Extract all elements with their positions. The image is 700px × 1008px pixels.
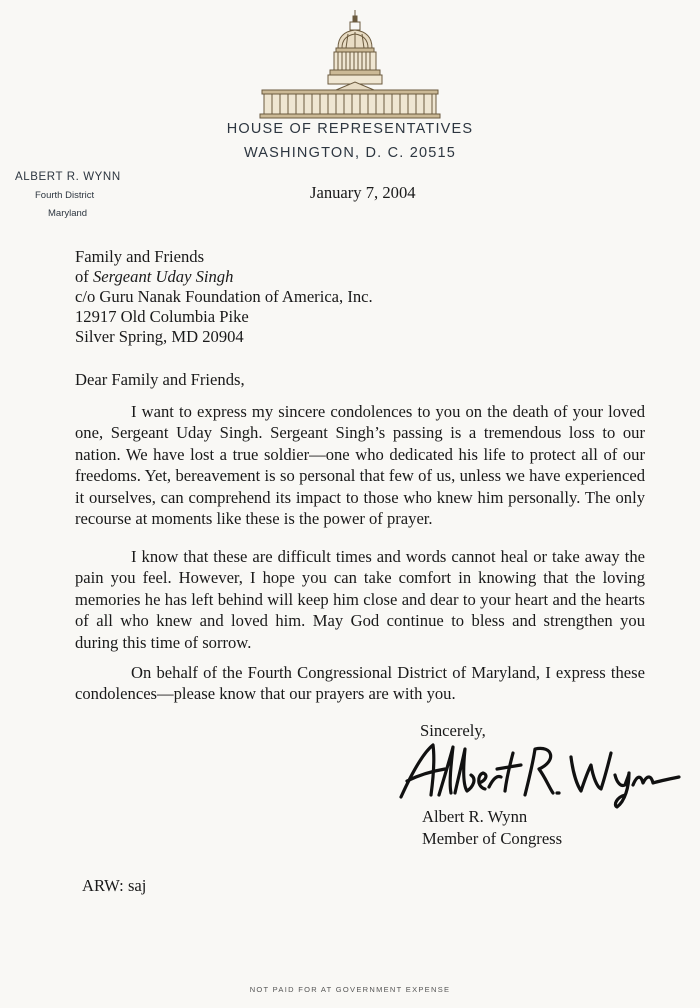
letterhead-member-district: Fourth District <box>35 190 95 201</box>
recipient-line: Silver Spring, MD 20904 <box>75 327 244 346</box>
signer-name: Albert R. Wynn <box>422 807 528 826</box>
recipient-honoree-name: Sergeant Uday Singh <box>92 267 234 286</box>
recipient-line: c/o Guru Nanak Foundation of America, Inc. <box>75 287 373 306</box>
letter-date: January 7, 2004 <box>310 183 416 202</box>
closing: Sincerely, <box>420 721 486 740</box>
recipient-line <box>75 267 233 287</box>
footer-disclaimer: NOT PAID FOR AT GOVERNMENT EXPENSE <box>249 985 451 994</box>
recipient-line: 12917 Old Columbia Pike <box>75 307 249 326</box>
signer-title: Member of Congress <box>422 829 563 848</box>
letterhead-institution: HOUSE OF REPRESENTATIVES <box>226 121 474 137</box>
salutation: Dear Family and Friends, <box>75 370 245 389</box>
body-paragraph: On behalf of the Fourth Congressional District of Maryland, I express these condolences—please know that our prayers are with you. <box>75 663 645 704</box>
capitol-building-icon <box>258 8 442 120</box>
body-paragraph: I know that these are difficult times and words cannot heal or take away the pain you feel. However, I hope you can take comfort in knowing that the loving memories he has left behind will keep him close and dear to your heart and the hearts of all who knew and loved him. May God continue to bless and strengthen you during this time of sorrow. <box>75 547 645 652</box>
reference-initials: ARW: saj <box>82 876 147 895</box>
body-paragraph: I want to express my sincere condolences to you on the death of your loved one, Sergeant Uday Singh. Sergeant Singh’s passing is a tremendous loss to our nation. We have lost a true soldier—one who dedicated his life to protect all of our freedoms. Yet, bereavement is so personal that few of us, unless we have experienced it ourselves, can comprehend its impact to those who knew him personally. The only recourse at moments like these is the power of prayer. <box>75 402 645 529</box>
letterhead-address: WASHINGTON, D. C. 20515 <box>243 145 457 161</box>
letterhead-member-state: Maryland <box>48 208 88 219</box>
recipient-prefix: of <box>75 267 93 286</box>
recipient-line: Family and Friends <box>75 247 205 266</box>
letterhead-member-name: ALBERT R. WYNN <box>15 171 121 183</box>
handwritten-signature <box>393 735 683 810</box>
